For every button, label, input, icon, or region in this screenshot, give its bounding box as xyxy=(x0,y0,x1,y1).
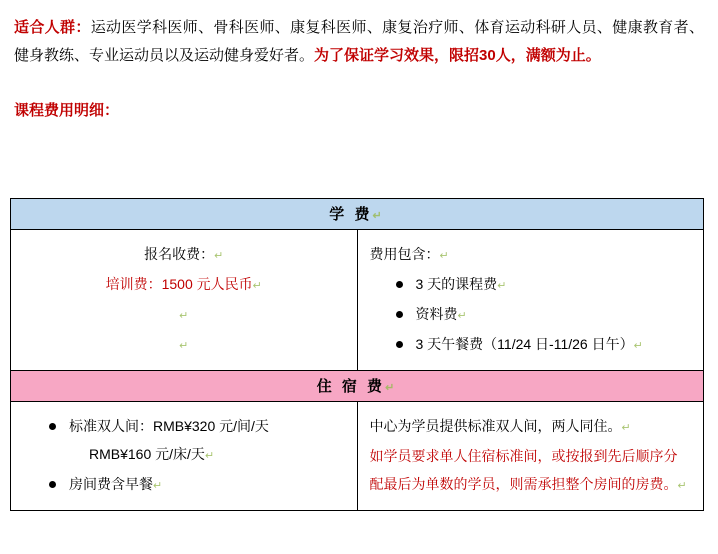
list-item xyxy=(396,300,692,330)
pilcrow-mark: ↵ xyxy=(677,480,687,492)
table-row-tuition-body xyxy=(11,230,704,371)
lodging-sub-label: RMB¥160 元/床/天 xyxy=(89,446,205,462)
tuition-fee-line-1 xyxy=(23,240,345,270)
table-row-tuition-header xyxy=(11,199,704,230)
lodging-left-cell xyxy=(11,402,358,511)
pilcrow-mark: ↵ xyxy=(179,310,189,322)
lodging-item-label: 房间费含早餐 xyxy=(69,476,153,492)
lodging-note-text: 如学员要求单人住宿标准间，或按报到先后顺序分配最后为单数的学员，则需承担整个房间的房费。 xyxy=(369,448,678,492)
lodging-header-cell xyxy=(11,371,704,402)
lodging-note-label: 中心为学员提供标准双人间，两人同住。 xyxy=(369,418,622,434)
tuition-fee-value: 1500 元人民币 xyxy=(161,276,253,292)
intro-text: 运动医学科医师、骨科医师、康复科医师、康复治疗师、体育运动科研人员、健康教育者、健身教练、专业运动员以及运动健身爱好者。 xyxy=(14,19,704,64)
list-item xyxy=(49,412,345,440)
tuition-spacer-1 xyxy=(23,300,345,330)
tuition-header-label: 学 费 xyxy=(329,206,373,223)
included-list xyxy=(370,270,692,360)
included-item-label: 资料费 xyxy=(415,306,458,322)
pilcrow-mark: ↵ xyxy=(153,480,163,492)
pilcrow-mark: ↵ xyxy=(179,340,189,352)
pilcrow-mark: ↵ xyxy=(621,422,631,434)
list-item xyxy=(49,470,345,500)
section-title: 课程费用明细： xyxy=(14,102,120,119)
lodging-sub-line xyxy=(23,440,345,470)
pilcrow-mark: ↵ xyxy=(204,450,215,462)
lodging-list-2 xyxy=(23,470,345,500)
included-title-label: 费用包含： xyxy=(369,246,440,262)
list-item xyxy=(396,270,692,300)
pilcrow-mark: ↵ xyxy=(385,382,398,394)
table-row-lodging-body xyxy=(11,402,704,511)
lodging-list xyxy=(23,412,345,440)
lodging-header-label: 住 宿 费 xyxy=(316,378,386,395)
pilcrow-mark: ↵ xyxy=(252,280,262,292)
pilcrow-mark: ↵ xyxy=(457,310,467,322)
tuition-fee-prefix: 培训费： xyxy=(105,276,162,292)
lodging-note-line-1 xyxy=(370,412,692,442)
included-title xyxy=(370,240,692,270)
lodging-right-cell xyxy=(357,402,704,511)
pilcrow-mark: ↵ xyxy=(372,210,385,222)
pilcrow-mark: ↵ xyxy=(439,250,449,262)
pilcrow-mark: ↵ xyxy=(214,250,224,262)
lodging-item-label: 标准双人间：RMB¥320 元/间/天 xyxy=(69,418,269,434)
tuition-fee-label: 报名收费： xyxy=(144,246,215,262)
included-item-label: 3 天午餐费（11/24 日-11/26 日午） xyxy=(415,336,634,352)
list-item xyxy=(396,330,692,360)
tuition-right-cell xyxy=(357,230,704,371)
fee-table xyxy=(10,198,704,511)
lodging-note-highlight xyxy=(370,442,692,500)
pilcrow-mark: ↵ xyxy=(497,280,507,292)
tuition-spacer-2 xyxy=(23,330,345,360)
intro-label: 适合人群： xyxy=(14,19,91,36)
included-item-label: 3 天的课程费 xyxy=(415,276,498,292)
tuition-left-cell xyxy=(11,230,358,371)
table-row-lodging-header xyxy=(11,371,704,402)
intro-highlight: 为了保证学习效果，限招30人，满额为止。 xyxy=(314,47,601,64)
pilcrow-mark: ↵ xyxy=(633,340,643,352)
tuition-fee-line-2 xyxy=(23,270,345,300)
intro-paragraph xyxy=(14,14,704,70)
tuition-header-cell xyxy=(11,199,704,230)
